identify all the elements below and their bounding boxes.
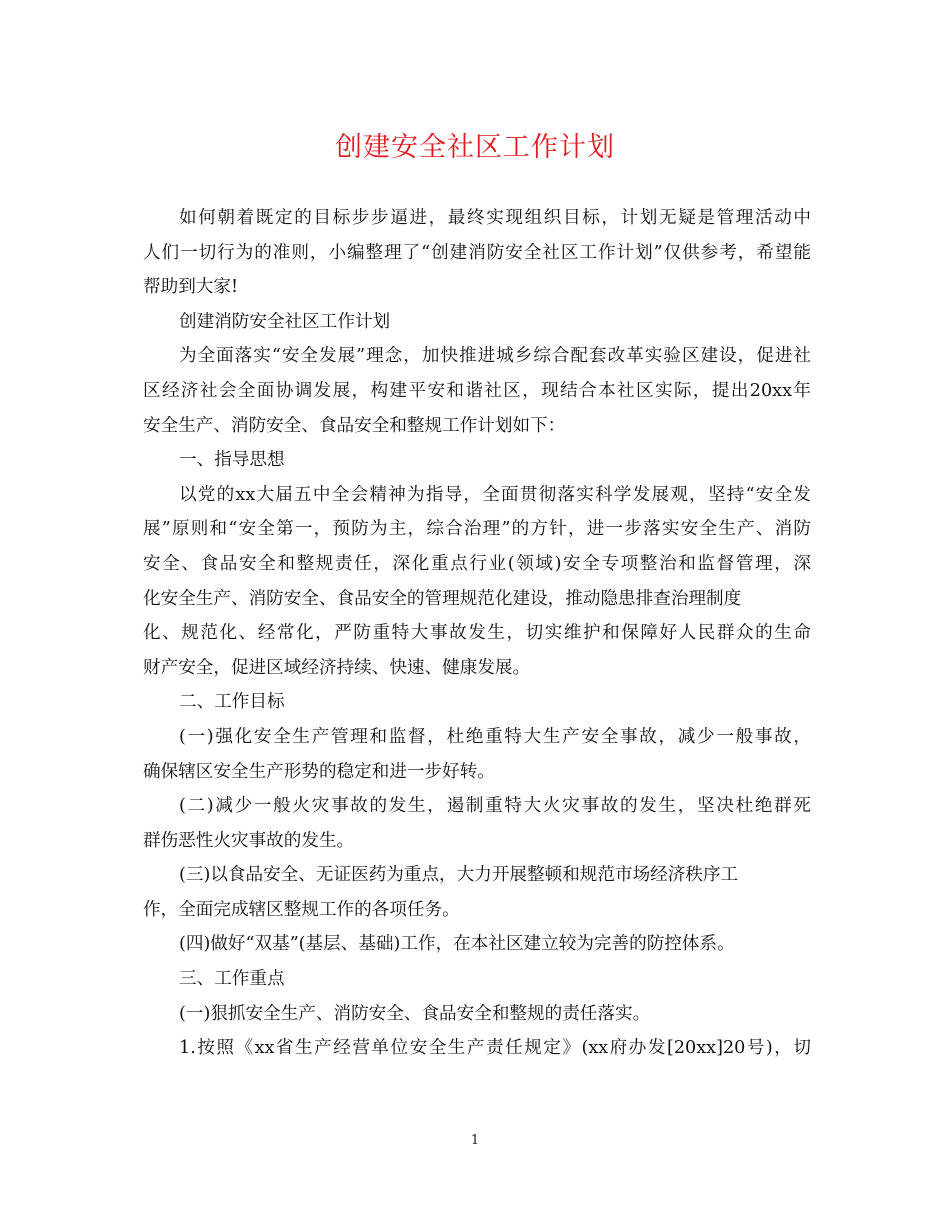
paragraph-line: 安全生产、消防安全、食品安全和整规工作计划如下： (143, 415, 566, 436)
section-heading: 二、工作目标 (179, 692, 285, 713)
paragraph-line: 展”原则和“安全第一，预防为主，综合治理”的方针，进一步落实安全生产、消防 (143, 519, 811, 540)
paragraph-line: 群伤恶性火灾事故的发生。 (143, 830, 355, 851)
subtitle-line: 创建消防安全社区工作计划 (179, 311, 391, 332)
paragraph-line: 作，全面完成辖区整规工作的各项任务。 (143, 899, 460, 920)
paragraph-line: 人们一切行为的准则，小编整理了“创建消防安全社区工作计划”仅供参考，希望能 (143, 242, 811, 263)
paragraph-line: (三)以食品安全、无证医药为重点，大力开展整顿和规范市场经济秩序工 (179, 865, 739, 886)
paragraph-line: 区经济社会全面协调发展，构建平安和谐社区，现结合本社区实际，提出20xx年 (143, 380, 811, 401)
paragraph-line: (一)狠抓安全生产、消防安全、食品安全和整规的责任落实。 (179, 1003, 651, 1024)
paragraph-line: 1.按照《xx省生产经营单位安全生产责任规定》(xx府办发[20xx]20号)，切 (179, 1038, 811, 1059)
paragraph-line: 财产安全，促进区域经济持续、快速、健康发展。 (143, 657, 531, 678)
paragraph-line: 帮助到大家! (143, 277, 239, 298)
paragraph-line: 确保辖区安全生产形势的稳定和进一步好转。 (143, 761, 495, 782)
paragraph-line: 以党的xx大届五中全会精神为指导，全面贯彻落实科学发展观，坚持“安全发 (179, 484, 811, 505)
page-number: 1 (470, 1133, 480, 1148)
section-heading: 三、工作重点 (179, 969, 285, 990)
document-title: 创建安全社区工作计划 (335, 132, 615, 163)
paragraph-line: 化、规范化、经常化，严防重特大事故发生，切实维护和保障好人民群众的生命 (143, 623, 811, 644)
paragraph-line: 为全面落实“安全发展”理念，加快推进城乡综合配套改革实验区建设，促进社 (179, 346, 811, 367)
document-body (143, 201, 811, 1066)
paragraph-line: 化安全生产、消防安全、食品安全的管理规范化建设，推动隐患排查治理制度 (143, 588, 742, 609)
paragraph-line: (二)减少一般火灾事故的发生，遏制重特大火灾事故的发生，坚决杜绝群死 (179, 796, 811, 817)
paragraph-line: 安全、食品安全和整规责任，深化重点行业(领域)安全专项整治和监督管理，深 (143, 553, 811, 574)
paragraph-line: (四)做好“双基”(基层、基础)工作，在本社区建立较为完善的防控体系。 (179, 934, 735, 955)
paragraph-line: 如何朝着既定的目标步步逼进，最终实现组织目标，计划无疑是管理活动中 (179, 208, 811, 228)
section-heading: 一、指导思想 (179, 450, 285, 471)
paragraph-line: (一)强化安全生产管理和监督，杜绝重特大生产安全事故，减少一般事故， (179, 726, 811, 747)
